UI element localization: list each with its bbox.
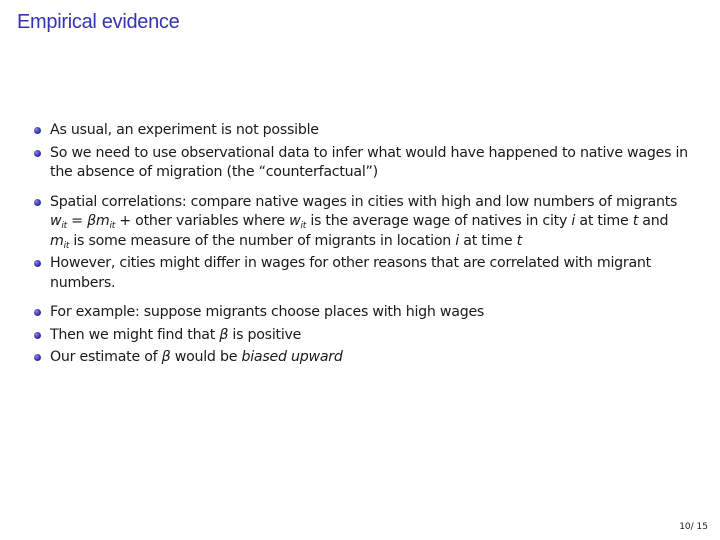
bullet-item xyxy=(34,254,704,293)
bullet-icon xyxy=(34,199,41,206)
bullet-list xyxy=(34,121,704,371)
bullet-item xyxy=(34,193,704,252)
var-w: w xyxy=(50,213,62,229)
text-plus: + other variables where xyxy=(114,213,290,229)
text-middle: would be xyxy=(170,349,242,365)
var-w: w xyxy=(289,213,301,229)
bullet-item xyxy=(34,326,704,346)
subscript-it: it xyxy=(109,221,115,231)
bullet-text-line2: the absence of migration (the “counterfactual”) xyxy=(50,164,378,180)
bullet-icon xyxy=(34,309,41,316)
bullet-icon xyxy=(34,127,41,134)
text-avg: is the average wage of natives in city xyxy=(306,213,572,229)
bullet-text: For example: suppose migrants choose places with high wages xyxy=(50,304,485,320)
text-at-time: at time xyxy=(458,232,517,249)
var-beta: β xyxy=(87,213,96,229)
text-and: and xyxy=(638,213,669,229)
bullet-text xyxy=(50,326,704,346)
var-i: i xyxy=(571,213,576,229)
text-after: is positive xyxy=(228,326,302,343)
bullet-text xyxy=(50,348,704,368)
text-before: Our estimate of xyxy=(50,349,162,365)
equation-line xyxy=(50,212,704,232)
bullet-text-line1: However, cities might differ in wages for other reasons that are correlated with migrant xyxy=(50,255,651,271)
bullet-icon xyxy=(34,332,41,339)
bullet-icon xyxy=(34,354,41,361)
bullet-item xyxy=(34,121,704,141)
bullet-icon xyxy=(34,260,41,267)
subscript-it: it xyxy=(63,240,70,251)
var-m: m xyxy=(50,232,64,249)
var-beta: β xyxy=(219,326,229,343)
bullet-text: As usual, an experiment is not possible xyxy=(50,122,319,138)
bullet-text-line1: Spatial correlations: compare native wages in cities with high and low numbers of migrants xyxy=(50,193,678,210)
text-before: Then we might find that xyxy=(50,326,220,343)
subscript-it: it xyxy=(300,221,307,231)
var-i: i xyxy=(455,232,459,249)
bullet-item xyxy=(34,144,704,183)
slide-title: Empirical evidence xyxy=(17,11,180,33)
page-number: 10/ 15 xyxy=(679,522,708,532)
text-at-time: at time xyxy=(575,213,633,229)
var-m: m xyxy=(95,213,110,229)
emphasis-text: biased upward xyxy=(241,349,343,365)
text-measure: is some measure of the number of migrants in location xyxy=(69,232,456,249)
bullet-item xyxy=(34,348,704,368)
var-t: t xyxy=(516,232,522,249)
var-beta: β xyxy=(161,349,171,365)
equals: = xyxy=(66,213,88,229)
var-t: t xyxy=(632,213,639,229)
subscript-it: it xyxy=(61,221,67,231)
measure-line xyxy=(50,232,704,252)
bullet-text-line2: numbers. xyxy=(50,274,116,291)
bullet-item xyxy=(34,303,704,323)
bullet-text-line1: So we need to use observational data to infer what would have happened to native wages in xyxy=(50,144,688,161)
bullet-icon xyxy=(34,150,41,157)
